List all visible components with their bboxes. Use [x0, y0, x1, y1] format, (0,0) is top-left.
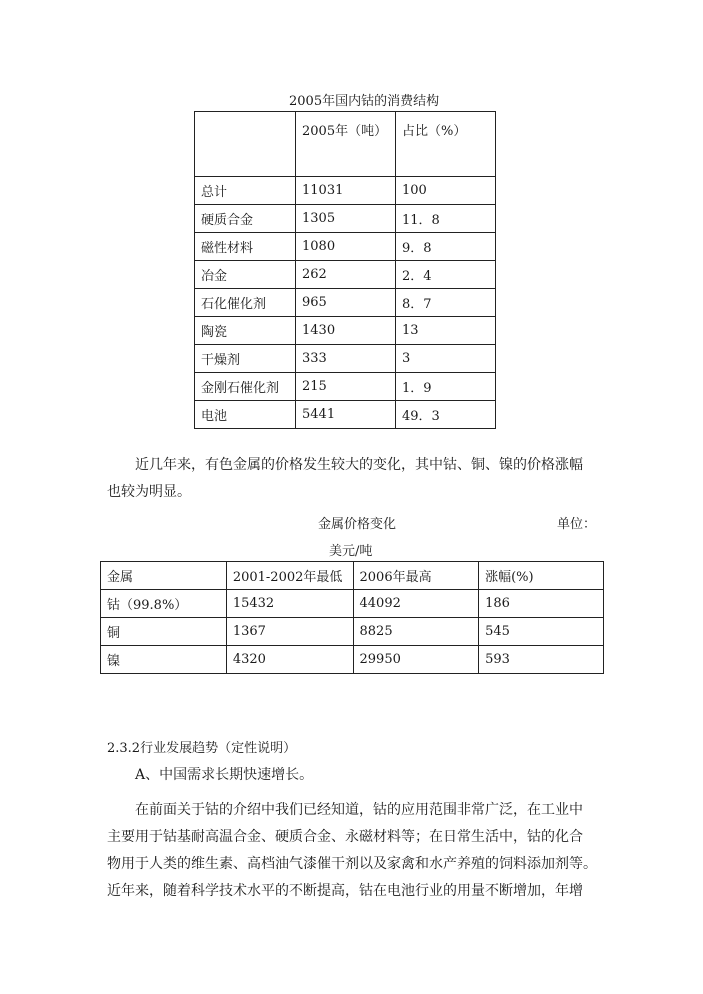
table1-caption: 2005年国内钴的消费结构 — [289, 94, 440, 109]
table-cell: 1．9 — [396, 373, 496, 401]
table-cell: 545 — [479, 618, 604, 646]
table-row — [195, 373, 496, 401]
table-cell: 磁性材料 — [195, 233, 296, 261]
table-row — [195, 233, 496, 261]
table-cell: 100 — [396, 177, 496, 205]
table-cell: 1430 — [296, 317, 396, 345]
table-cell: 铜 — [101, 618, 227, 646]
table-cell: 5441 — [296, 401, 396, 429]
table-cell: 石化催化剂 — [195, 289, 296, 317]
table-cell: 262 — [296, 261, 396, 289]
table-row — [195, 205, 496, 233]
table-header-cell: 2005年（吨） — [296, 112, 396, 177]
table-header-cell — [195, 112, 296, 177]
table-cell: 陶瓷 — [195, 317, 296, 345]
table-cell: 2．4 — [396, 261, 496, 289]
paragraph-line: 也较为明显。 — [107, 484, 191, 500]
table-cell: 1367 — [226, 618, 353, 646]
table-header-cell: 占比（%） — [396, 112, 496, 177]
table-cell: 593 — [479, 646, 604, 674]
paragraph-line: 在前面关于钴的介绍中我们已经知道，钴的应用范围非常广泛，在工业中 — [135, 802, 583, 818]
table2-caption: 金属价格变化 — [318, 517, 397, 532]
subsection-heading: A、中国需求长期快速增长。 — [135, 767, 314, 783]
table-cell: 186 — [479, 590, 604, 618]
table-cell: 3 — [396, 345, 496, 373]
table-cell: 1305 — [296, 205, 396, 233]
table-row — [195, 401, 496, 429]
table-row — [195, 261, 496, 289]
table-row — [195, 317, 496, 345]
unit-value: 美元/吨 — [329, 544, 373, 559]
table-cell: 9．8 — [396, 233, 496, 261]
table-cell: 镍 — [101, 646, 227, 674]
cobalt-consumption-table — [194, 111, 496, 429]
metal-price-table — [100, 561, 604, 674]
table-cell: 44092 — [353, 590, 479, 618]
paragraph-line: 主要用于钴基耐高温合金、硬质合金、永磁材料等；在日常生活中，钴的化合 — [107, 829, 583, 845]
table-cell: 8825 — [353, 618, 479, 646]
table-header-cell: 涨幅(%) — [479, 562, 604, 590]
table-cell: 215 — [296, 373, 396, 401]
section-heading: 2.3.2行业发展趋势（定性说明） — [107, 741, 297, 756]
paragraph-line: 近年来，随着科学技术水平的不断提高，钴在电池行业的用量不断增加，年增 — [107, 883, 583, 899]
table-cell: 4320 — [226, 646, 353, 674]
table-cell: 13 — [396, 317, 496, 345]
table-row — [195, 289, 496, 317]
table-row — [101, 646, 604, 674]
table-cell: 金刚石催化剂 — [195, 373, 296, 401]
table-cell: 电池 — [195, 401, 296, 429]
table-cell: 冶金 — [195, 261, 296, 289]
table-row — [101, 618, 604, 646]
table-cell: 15432 — [226, 590, 353, 618]
table-row — [195, 177, 496, 205]
table-cell: 29950 — [353, 646, 479, 674]
table-cell: 1080 — [296, 233, 396, 261]
paragraph-line: 物用于人类的维生素、高档油气漆催干剂以及家禽和水产养殖的饲料添加剂等。 — [107, 856, 597, 872]
table-cell: 965 — [296, 289, 396, 317]
table-cell: 11．8 — [396, 205, 496, 233]
table-cell: 硬质合金 — [195, 205, 296, 233]
table-header-cell: 2001-2002年最低 — [226, 562, 353, 590]
table-cell: 8．7 — [396, 289, 496, 317]
table-header-cell: 2006年最高 — [353, 562, 479, 590]
table-row — [195, 345, 496, 373]
table-header-row — [101, 562, 604, 590]
table-header-row — [195, 112, 496, 177]
table-cell: 49．3 — [396, 401, 496, 429]
paragraph-line: 近几年来，有色金属的价格发生较大的变化，其中钴、铜、镍的价格涨幅 — [135, 457, 583, 473]
table-cell: 11031 — [296, 177, 396, 205]
table-cell: 总计 — [195, 177, 296, 205]
table-cell: 333 — [296, 345, 396, 373]
table-header-cell: 金属 — [101, 562, 227, 590]
table-row — [101, 590, 604, 618]
table-cell: 钴（99.8%） — [101, 590, 227, 618]
table-cell: 干燥剂 — [195, 345, 296, 373]
unit-label: 单位： — [557, 517, 597, 532]
